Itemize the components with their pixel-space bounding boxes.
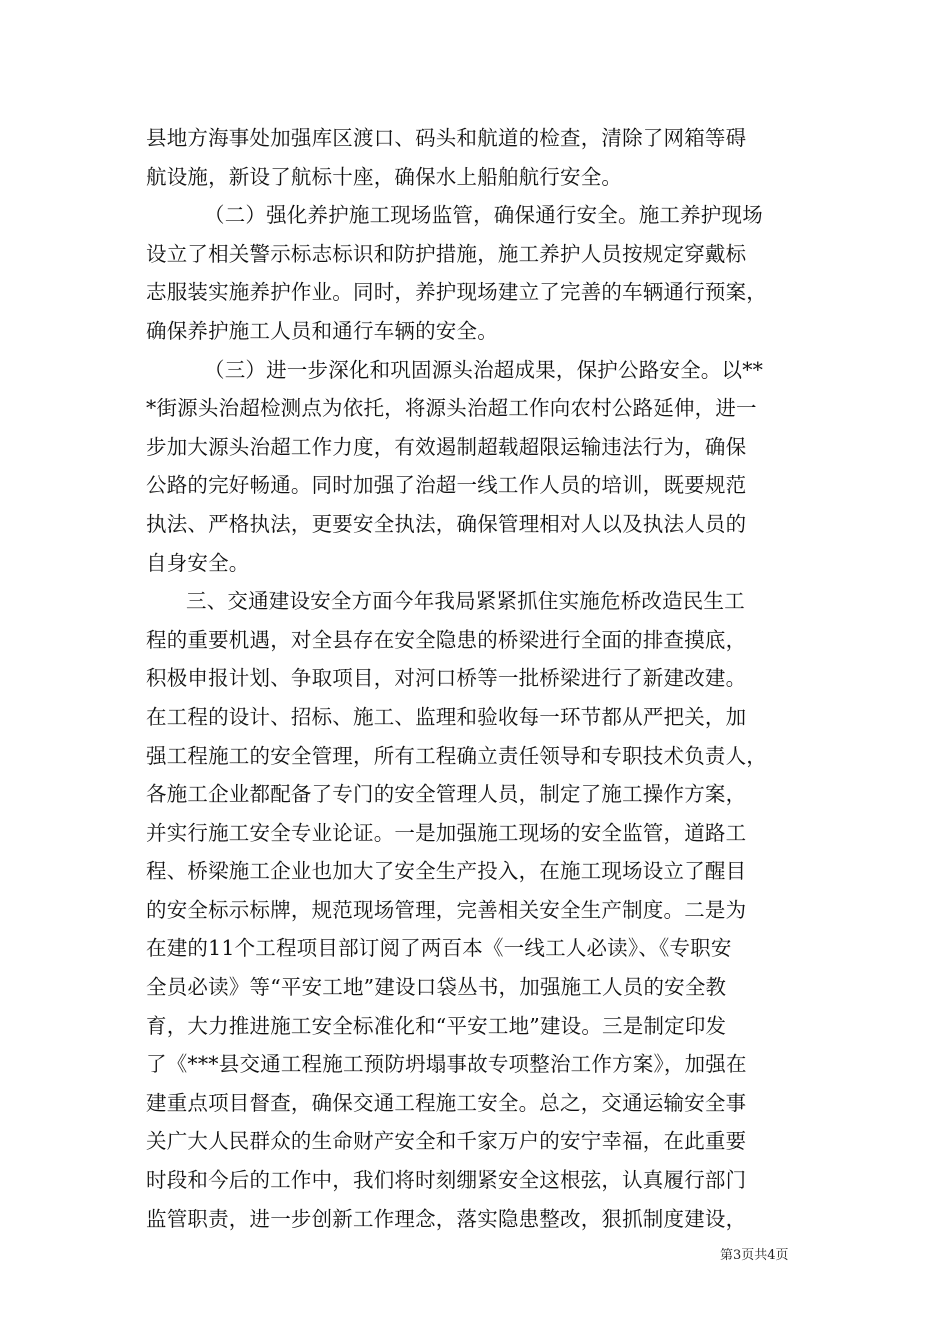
text-line: 设立了相关警示标志标识和防护措施，施工养护人员按规定穿戴标	[146, 241, 747, 266]
text-line: 县地方海事处加强库区渡口、码头和航道的检查，清除了网箱等碍	[146, 126, 747, 150]
text-line: 公路的完好畅通。同时加强了治超一线工作人员的培训，既要规范	[146, 473, 747, 498]
document-body	[146, 119, 806, 1238]
text-line: 执法、严格执法，更要安全执法，确保管理相对人以及执法人员的	[146, 511, 747, 536]
text-line: 在工程的设计、招标、施工、监理和验收每一环节都从严把关，加	[146, 704, 747, 729]
text-line: 强工程施工的安全管理，所有工程确立责任领导和专职技术负责人，	[146, 743, 767, 768]
text-line: 监管职责，进一步创新工作理念，落实隐患整改，狠抓制度建设，	[146, 1206, 747, 1231]
text-line: 在建的11个工程项目部订阅了两百本《一线工人必读》、《专职安	[146, 936, 732, 961]
text-line: 志服装实施养护作业。同时，养护现场建立了完善的车辆通行预案，	[146, 280, 767, 305]
text-line: 积极申报计划、争取项目，对河口桥等一批桥梁进行了新建改建。	[146, 666, 747, 691]
text-line: 三、交通建设安全方面今年我局紧紧抓住实施危桥改造民生工	[186, 589, 745, 614]
text-line: 步加大源头治超工作力度，有效遏制超载超限运输违法行为，确保	[146, 434, 747, 459]
text-line: 程、桥梁施工企业也加大了安全生产投入，在施工现场设立了醒目	[146, 859, 747, 884]
text-line: *街源头治超检测点为依托，将源头治超工作向农村公路延伸，进一	[146, 396, 757, 421]
text-line: 建重点项目督查，确保交通工程施工安全。总之，交通运输安全事	[146, 1090, 747, 1115]
page-number: 第3页共4页	[720, 1248, 789, 1263]
text-line: （三）进一步深化和巩固源头治超成果，保护公路安全。以**	[204, 357, 764, 382]
text-line: 的安全标示标牌，规范现场管理，完善相关安全生产制度。二是为	[146, 897, 747, 922]
text-line: 航设施，新设了航标十座，确保水上船舶航行安全。	[146, 164, 623, 189]
text-line: （二）强化养护施工现场监管，确保通行安全。施工养护现场	[204, 203, 763, 228]
text-line: 全员必读》等“平安工地”建设口袋丛书，加强施工人员的安全教	[146, 975, 727, 1000]
text-line: 自身安全。	[146, 550, 250, 575]
text-line: 各施工企业都配备了专门的安全管理人员，制定了施工操作方案，	[146, 782, 747, 807]
text-line: 了《***县交通工程施工预防坍塌事故专项整治工作方案》，加强在	[146, 1052, 747, 1077]
text-line: 并实行施工安全专业论证。一是加强施工现场的安全监管，道路工	[146, 820, 747, 845]
text-line: 育，大力推进施工安全标准化和“平安工地”建设。三是制定印发	[146, 1013, 727, 1038]
text-line: 时段和今后的工作中，我们将时刻绷紧安全这根弦，认真履行部门	[146, 1168, 747, 1193]
text-line: 确保养护施工人员和通行车辆的安全。	[146, 318, 498, 343]
text-line: 关广大人民群众的生命财产安全和千家万户的安宁幸福，在此重要	[146, 1129, 747, 1154]
text-line: 程的重要机遇，对全县存在安全隐患的桥梁进行全面的排查摸底，	[146, 627, 747, 652]
